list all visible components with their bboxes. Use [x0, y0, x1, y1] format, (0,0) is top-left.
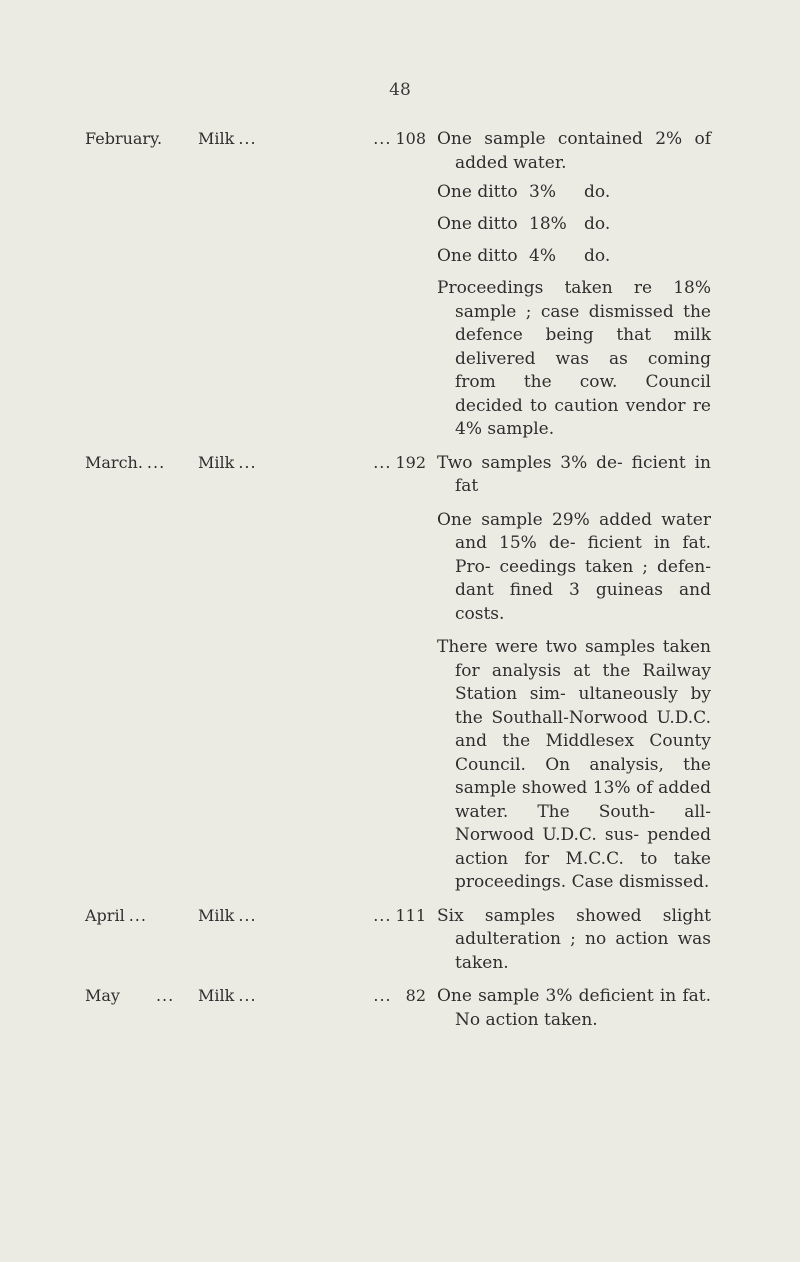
item-label: Milk ... [198, 986, 257, 1005]
remarks [437, 452, 711, 895]
remark-paragraph: Two samples 3% de- ficient in fat [437, 452, 711, 496]
item-label: Milk ... [198, 129, 257, 148]
sample-count: ... 111 [373, 905, 426, 925]
remark-paragraph: Proceedings taken re 18% sample ; case dismissed the defence being that milk delivered was as coming from the cow. Council decided to caution vendor re 4% sample. [437, 278, 711, 439]
remark-paragraph: There were two samples taken for analysis at the Railway Station sim- ultaneously by the Southall-Norwood U.D.C. and the Middlesex County Council. On analysis, the sample showed 13% of added water. The South- all-Norwood U.D.C. sus- pended action for M.C.C. to take proceedings. Case dismissed. [437, 637, 711, 892]
remark-paragraph: One sample 3% deficient in fat. No action taken. [437, 986, 711, 1030]
remark-paragraph: One sample 29% added water and 15% de- ficient in fat. Pro- ceedings taken ; defen- dant fined 3 guineas and costs. [437, 509, 711, 624]
month-label: May ... [85, 986, 175, 1005]
entries-list [0, 128, 800, 1042]
remarks [437, 985, 711, 1032]
sample-count: ... 82 [373, 986, 426, 1005]
sample-count: ... 108 [373, 129, 426, 148]
sample-count: ... 192 [373, 452, 426, 472]
item-label: Milk ... [198, 452, 257, 472]
page-number: 48 [389, 80, 411, 100]
entry-march [0, 452, 800, 895]
entry-february [0, 128, 800, 442]
month-label: March. ... [85, 452, 166, 472]
month-label: April ... [85, 905, 147, 925]
remarks [437, 905, 711, 976]
month-label: February. [85, 129, 163, 148]
ditto-line: One ditto 18% do. [437, 214, 611, 234]
remarks [437, 128, 711, 442]
remark-paragraph: Six samples showed slight adulteration ; no action was taken. [437, 905, 711, 973]
entry-april [0, 905, 800, 976]
remark-paragraph: One sample contained 2% of added water. [437, 129, 711, 173]
item-label: Milk ... [198, 905, 257, 925]
ditto-line: One ditto 3% do. [437, 182, 611, 202]
entry-may [0, 985, 800, 1032]
ditto-line: One ditto 4% do. [437, 246, 611, 266]
